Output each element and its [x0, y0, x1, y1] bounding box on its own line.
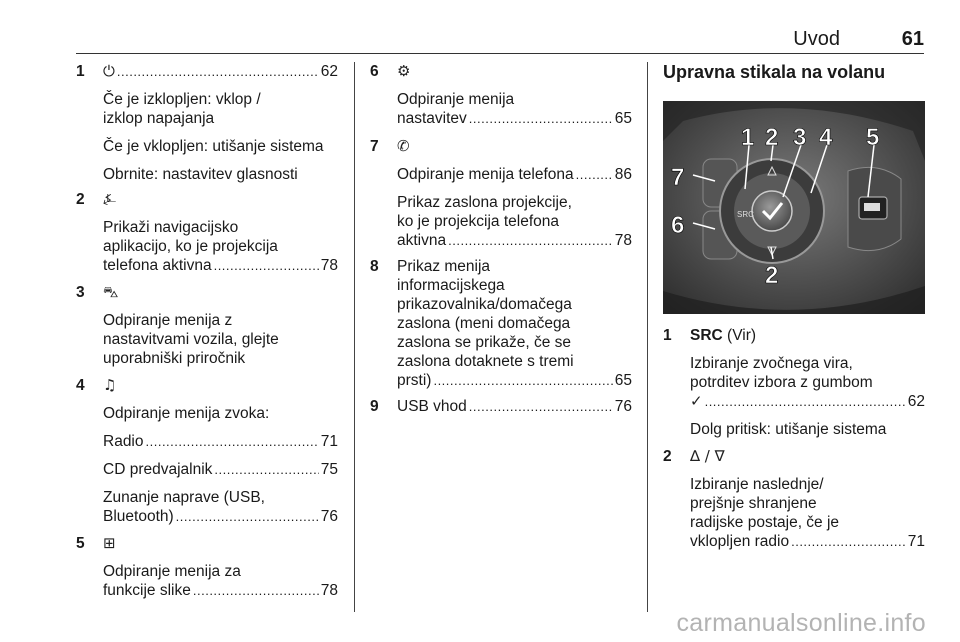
- item-text: (Vir): [727, 327, 757, 344]
- list-item-7: [370, 137, 632, 250]
- item-text: Odpiranje menija za: [103, 563, 241, 580]
- settings-gear-icon: ⚙: [397, 62, 411, 80]
- callout-2: 2: [765, 124, 779, 151]
- item-text: Odpiranje menija zvoka:: [103, 405, 270, 422]
- page-ref: 75: [320, 461, 338, 478]
- music-note-icon: ♫: [103, 376, 117, 394]
- power-icon: ⏻: [103, 62, 115, 80]
- checkmark-icon: ✓: [690, 392, 703, 410]
- item-text: Prikaži navigacijsko: [103, 219, 239, 236]
- item-text: prsti): [397, 372, 432, 389]
- callout-3: 3: [793, 124, 807, 151]
- steering-wheel-controls-image: [663, 101, 925, 314]
- item-number: 2: [663, 448, 672, 465]
- item-number: 1: [76, 63, 85, 80]
- column-2: [370, 62, 632, 416]
- item-text: Bluetooth): [103, 508, 174, 525]
- list-item-3: [76, 283, 338, 368]
- page-number: 61: [901, 28, 924, 50]
- callout-7: 7: [671, 164, 685, 191]
- list-item-8: [370, 257, 632, 390]
- item-text: Zunanje naprave (USB,: [103, 489, 265, 506]
- column-3: [663, 62, 925, 551]
- item-number: 1: [663, 327, 672, 344]
- item-text: prejšnje shranjene: [690, 495, 817, 512]
- list-item-5: [76, 534, 338, 600]
- item-text: aplikacijo, ko je projekcija: [103, 238, 278, 255]
- item-text: uporabniški priročnik: [103, 350, 246, 367]
- vehicle-icon: ⛍: [103, 283, 119, 301]
- item-text: Odpiranje menija telefona: [397, 166, 574, 183]
- item-text: Če je vklopljen: utišanje sistema: [103, 138, 324, 155]
- item-text: Odpiranje menija z: [103, 312, 233, 329]
- item-text: informacijskega: [397, 277, 505, 294]
- steering-wheel-illustration: [663, 101, 925, 314]
- watermark: carmanualsonline.info: [676, 609, 926, 637]
- item-text: potrditev izbora z gumbom: [690, 374, 873, 391]
- page-ref: 62: [907, 393, 925, 410]
- item-text: izklop napajanja: [103, 110, 215, 127]
- page-ref: 62: [320, 63, 338, 80]
- item-number: 8: [370, 258, 379, 275]
- item-text: Prikaz zaslona projekcije,: [397, 194, 572, 211]
- item-number: 7: [370, 138, 379, 155]
- control-item-1: [663, 326, 925, 439]
- item-number: 9: [370, 398, 379, 415]
- src-term: SRC: [690, 327, 723, 344]
- list-item-1: [76, 62, 338, 184]
- item-text: Obrnite: nastavitev glasnosti: [103, 166, 298, 183]
- item-text: USB vhod: [397, 398, 467, 415]
- item-number: 6: [370, 63, 379, 80]
- item-number: 5: [76, 535, 85, 552]
- item-text: telefona aktivna: [103, 257, 212, 274]
- list-item-9: [370, 397, 632, 416]
- src-label: SRC: [737, 210, 754, 219]
- item-text: Izbiranje naslednje/: [690, 476, 824, 493]
- page-ref: 78: [320, 257, 338, 274]
- page-ref: 65: [614, 110, 632, 127]
- item-text: Prikaz menija: [397, 258, 491, 275]
- item-text: zaslona (meni domačega: [397, 315, 571, 332]
- up-down-arrows-icon: ∆ / ∇: [690, 447, 725, 465]
- page-ref: 76: [320, 508, 338, 525]
- list-item-6: [370, 62, 632, 128]
- navigation-icon: ⍼: [103, 190, 117, 208]
- item-text: Če je izklopljen: vklop /: [103, 91, 261, 108]
- page-ref: 86: [614, 166, 632, 183]
- list-item-4: [76, 376, 338, 526]
- section-title-header: Uvod: [793, 28, 840, 50]
- page-ref: 76: [614, 398, 632, 415]
- callout-4: 4: [819, 124, 833, 151]
- item-text: Odpiranje menija: [397, 91, 515, 108]
- page-ref: 78: [320, 582, 338, 599]
- column-1: [76, 62, 338, 600]
- page-ref: 78: [614, 232, 632, 249]
- section-heading: Upravna stikala na volanu: [663, 62, 886, 82]
- item-number: 2: [76, 191, 85, 208]
- page-ref: 65: [614, 372, 632, 389]
- item-text: Radio: [103, 433, 144, 450]
- item-number: 4: [76, 377, 85, 394]
- control-item-2: [663, 447, 925, 551]
- item-text: ko je projekcija telefona: [397, 213, 559, 230]
- apps-grid-icon: ⊞: [103, 534, 116, 552]
- item-text: prikazovalnika/domačega: [397, 296, 572, 313]
- item-text: CD predvajalnik: [103, 461, 213, 478]
- callout-5: 5: [866, 124, 880, 151]
- item-text: radijske postaje, če je: [690, 514, 840, 531]
- column-divider: [647, 62, 648, 612]
- page-ref: 71: [320, 433, 338, 450]
- page-header: [76, 26, 924, 54]
- item-text: Dolg pritisk: utišanje sistema: [690, 421, 887, 438]
- item-text: aktivna: [397, 232, 447, 249]
- list-item-2: [76, 190, 338, 275]
- item-text: zaslona se prikaže, če se: [397, 334, 572, 351]
- page-ref: 71: [907, 533, 925, 550]
- item-text: nastavitev: [397, 110, 467, 127]
- item-text: vklopljen radio: [690, 533, 790, 550]
- phone-icon: ✆: [397, 137, 410, 155]
- item-text: nastavitvami vozila, glejte: [103, 331, 279, 348]
- column-divider: [354, 62, 355, 612]
- callout-2-lower: 2: [765, 262, 779, 289]
- item-number: 3: [76, 284, 85, 301]
- item-text: zaslona dotaknete s tremi: [397, 353, 574, 370]
- item-text: Izbiranje zvočnega vira,: [690, 355, 853, 372]
- callout-1: 1: [741, 124, 755, 151]
- callout-6: 6: [671, 212, 685, 239]
- item-text: funkcije slike: [103, 582, 191, 599]
